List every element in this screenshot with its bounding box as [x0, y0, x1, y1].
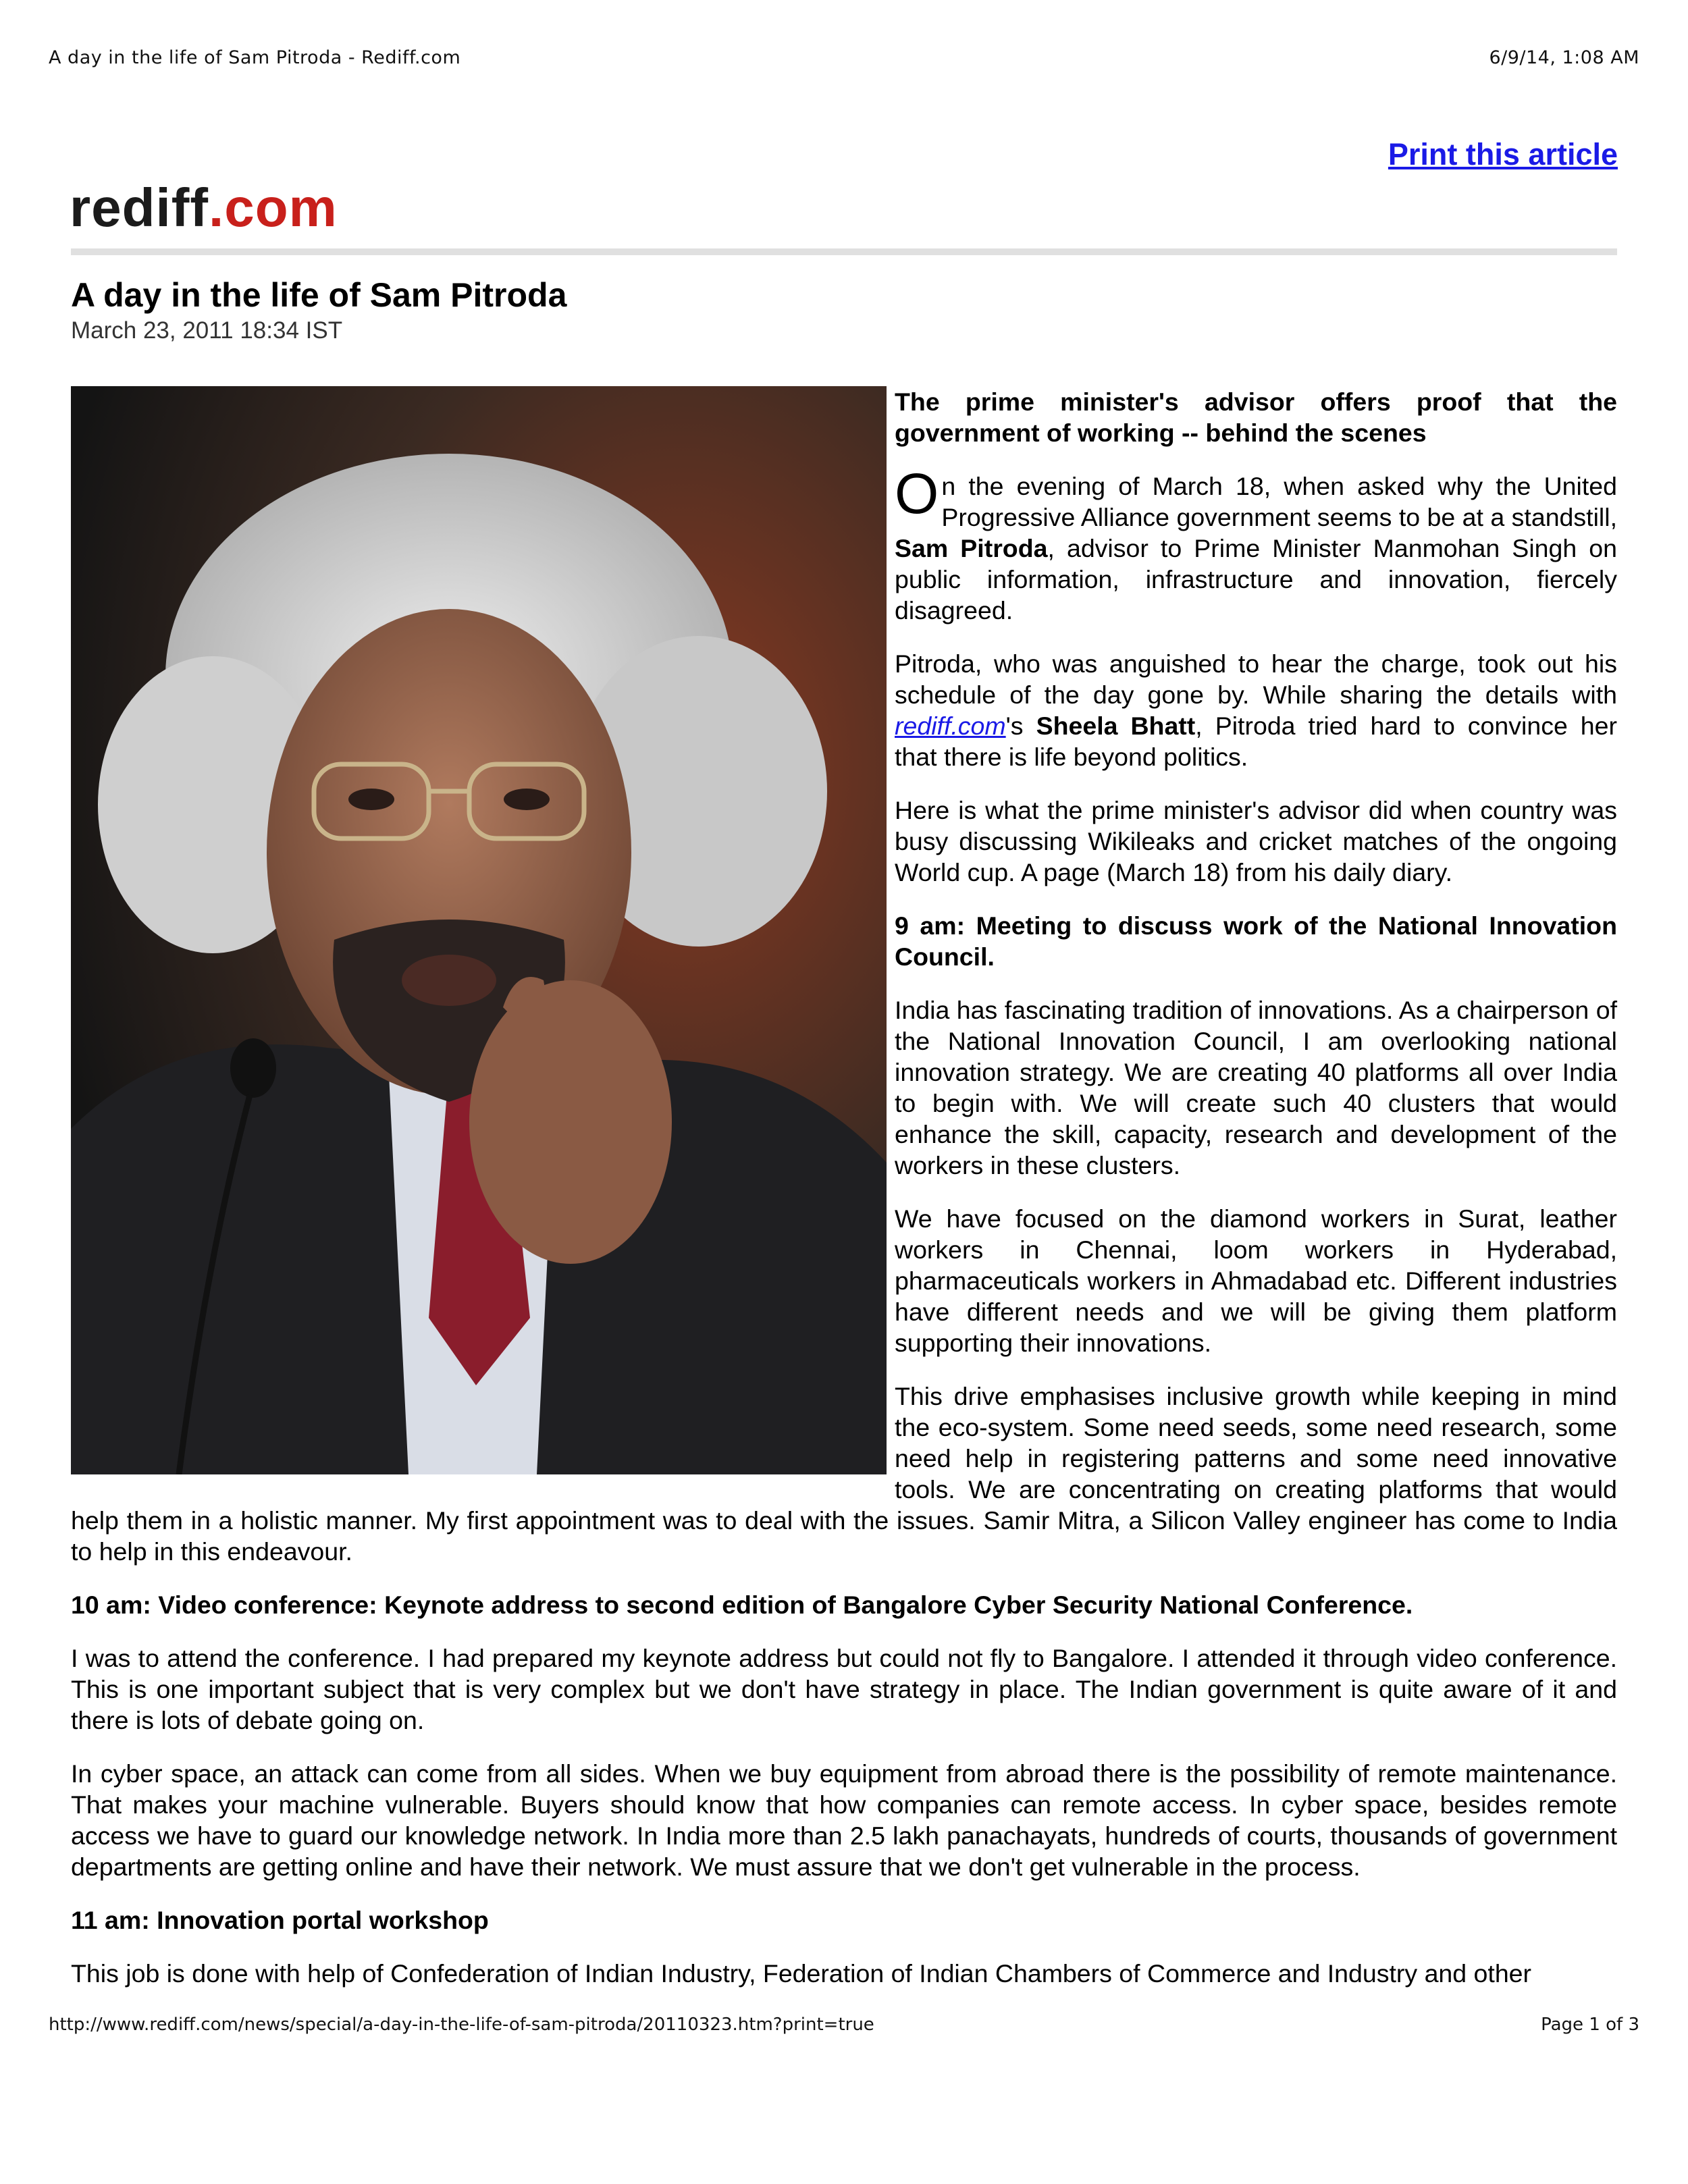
paragraph-2-text-c: , Pitroda tried hard to convince her that there is life beyond politics. [895, 712, 1618, 771]
paragraph-7: I was to attend the conference. I had prepared my keynote address but could not fly to Bangalore. I attended it through video conference. This is one important subject that is very complex but we don't have strategy in place. The Indian government is quite aware of it and there is lots of debate going on. [71, 1644, 1617, 1734]
name-sam-pitroda: Sam Pitroda [895, 534, 1048, 562]
logo-name: rediff [70, 178, 209, 238]
paragraph-5: We have focused on the diamond workers in Surat, leather workers in Chennai, loom workers in Hyderabad, pharmaceuticals workers in Ahmadabad etc. Different industries have different needs and we will be giving them platform supporting their innovations. [895, 1204, 1617, 1357]
paragraph-4: India has fascinating tradition of innovations. As a chairperson of the National Innovation Council, I am overlooking national innovation strategy. We are creating 40 platforms all over India to begin with. We will create such 40 clusters that would enhance the skill, capacity, research and development of the workers in these clusters. [895, 996, 1617, 1179]
header-divider [71, 248, 1617, 255]
paragraph-3: Here is what the prime minister's advisor did when country was busy discussing Wikileaks and cricket matches of the ongoing World cup. A page (March 18) from his daily diary. [895, 796, 1617, 886]
paragraph-1-text-a: n the evening of March 18, when asked why the United Progressive Alliance government seems to be at a standstill, [941, 472, 1617, 531]
paragraph-9: This job is done with help of Confederation of Indian Industry, Federation of Indian Chambers of Commerce and Industry and other [71, 1959, 1532, 1988]
section-heading-11am: 11 am: Innovation portal workshop [71, 1906, 489, 1934]
portrait-photo-illustration [71, 386, 887, 1474]
section-heading-10am: 10 am: Video conference: Keynote address to second edition of Bangalore Cyber Security National Conference. [71, 1591, 1413, 1619]
logo-tld: .com [209, 178, 338, 238]
article-lead: The prime minister's advisor offers proof that the government of working -- behind the scenes [895, 388, 1617, 447]
paragraph-2-text-b: 's [1005, 712, 1036, 740]
paragraph-2-text-a: Pitroda, who was anguished to hear the charge, took out his schedule of the day gone by. While sharing the details with [895, 649, 1617, 709]
rediff-inline-link[interactable]: rediff.com [895, 712, 1006, 740]
drop-cap: O [895, 462, 939, 525]
print-article-link[interactable]: Print this article [1388, 137, 1618, 171]
paragraph-6: This drive emphasises inclusive growth while keeping in mind the eco-system. Some need seeds, some need research, some need help in registering patterns and some need innovative tools. We are concentrating on creating platforms that would help them in a holistic manner. My first appointment was to deal with the issues. Samir Mitra, a Silicon Valley engineer has come to India to help in this endeavour. [71, 1382, 1617, 1566]
article-dateline: March 23, 2011 18:34 IST [71, 317, 343, 344]
article-headline: A day in the life of Sam Pitroda [71, 276, 567, 314]
browser-page-title: A day in the life of Sam Pitroda - Rediff.com [49, 47, 461, 68]
article-photo [71, 386, 887, 1474]
print-timestamp: 6/9/14, 1:08 AM [1489, 47, 1639, 68]
article-body [71, 386, 1617, 2011]
name-sheela-bhatt: Sheela Bhatt [1036, 712, 1196, 740]
paragraph-8: In cyber space, an attack can come from all sides. When we buy equipment from abroad there is the possibility of remote maintenance. That makes your machine vulnerable. Buyers should know that how companies can remote access. In cyber space, besides remote access we have to guard our knowledge network. In India more than 2.5 lakh panachayats, hundreds of courts, thousands of government departments are getting online and have their network. We must assure that we don't get vulnerable in the process. [71, 1759, 1617, 1881]
section-heading-9am: 9 am: Meeting to discuss work of the National Innovation Council. [895, 911, 1617, 971]
rediff-logo[interactable] [70, 177, 338, 239]
page-url: http://www.rediff.com/news/special/a-day-in-the-life-of-sam-pitroda/20110323.htm?print=true [49, 2015, 874, 2035]
paragraph-1-text-b: , advisor to Prime Minister Manmohan Singh on public information, infrastructure and innovation, fiercely disagreed. [895, 534, 1617, 624]
page-number: Page 1 of 3 [1541, 2015, 1639, 2035]
